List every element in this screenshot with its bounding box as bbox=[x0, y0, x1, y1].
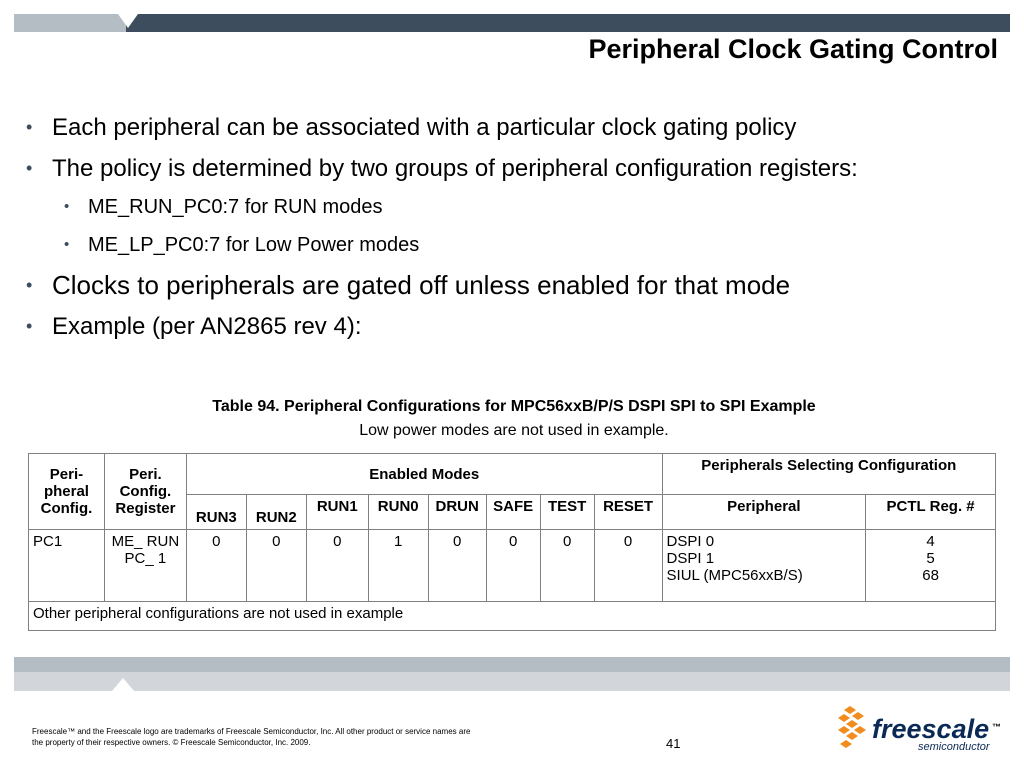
peripheral-name: DSPI 0 bbox=[666, 533, 715, 550]
header-peripheral: Peripheral bbox=[662, 495, 866, 530]
cell-mode-value: 0 bbox=[186, 530, 246, 602]
cell-mode-value: 0 bbox=[306, 530, 368, 602]
sub-bullet-item: • ME_LP_PC0:7 for Low Power modes bbox=[24, 232, 984, 258]
cell-pctl bbox=[866, 530, 996, 602]
header-row-1 bbox=[29, 454, 996, 495]
legal-line: Freescale™ and the Freescale logo are trademarks of Freescale Semiconductor, Inc. All other product or service names are bbox=[32, 727, 471, 736]
logo-subtitle: semiconductor bbox=[918, 741, 990, 753]
top-banner bbox=[14, 14, 1010, 32]
cell-peripherals bbox=[662, 530, 866, 602]
cell-mode-value: 0 bbox=[486, 530, 540, 602]
freescale-logo bbox=[836, 700, 1006, 758]
header-mode: SAFE bbox=[486, 495, 540, 530]
header-pctl: PCTL Reg. # bbox=[866, 495, 996, 530]
page-number: 41 bbox=[666, 736, 681, 751]
cell-mode-value: 0 bbox=[246, 530, 306, 602]
bullet-item: • Clocks to peripherals are gated off unless enabled for that mode bbox=[24, 270, 984, 301]
cell-register: ME_ RUNPC_ 1 bbox=[104, 530, 186, 602]
table-subcaption: Low power modes are not used in example. bbox=[359, 422, 669, 439]
pctl-number: 68 bbox=[922, 567, 939, 584]
freescale-diamond-icon bbox=[836, 704, 872, 748]
header-enabled-modes: Enabled Modes bbox=[186, 454, 662, 495]
pctl-number: 5 bbox=[926, 550, 935, 567]
cell-mode-value: 0 bbox=[540, 530, 594, 602]
legal-line: the property of their respective owners. © Freescale Semiconductor, Inc. 2009. bbox=[32, 738, 311, 747]
header-mode: RUN1 bbox=[306, 495, 368, 530]
header-mode: DRUN bbox=[428, 495, 486, 530]
peripheral-config-table bbox=[28, 453, 996, 631]
logo-wordmark: freescale bbox=[872, 714, 990, 744]
header-peripherals-selecting: Peripherals Selecting Configuration bbox=[662, 454, 995, 495]
header-mode: RUN3 bbox=[186, 495, 246, 530]
banner-light-segment bbox=[14, 14, 126, 32]
banner-dark-segment bbox=[126, 14, 1010, 32]
header-mode: RUN2 bbox=[246, 495, 306, 530]
bullet-item: • Example (per AN2865 rev 4): bbox=[24, 311, 984, 342]
peripheral-name: DSPI 1 bbox=[666, 550, 715, 567]
pctl-number: 4 bbox=[926, 533, 935, 550]
table-footer-row bbox=[29, 602, 996, 631]
bottom-bar-dark bbox=[14, 657, 1010, 672]
sub-bullet-item: • ME_RUN_PC0:7 for RUN modes bbox=[24, 194, 984, 220]
bullet-item: • Each peripheral can be associated with a particular clock gating policy bbox=[24, 112, 984, 143]
cell-mode-value: 0 bbox=[594, 530, 662, 602]
cell-config: PC1 bbox=[29, 530, 105, 602]
bottom-bar-light bbox=[14, 672, 1010, 691]
banner-notch bbox=[118, 14, 138, 28]
header-peri-config: Peri-pheral Config. bbox=[29, 454, 105, 530]
legal-notice bbox=[32, 726, 532, 748]
header-mode: RESET bbox=[594, 495, 662, 530]
bottom-notch bbox=[112, 678, 134, 691]
cell-mode-value: 1 bbox=[368, 530, 428, 602]
bullet-list bbox=[24, 112, 984, 352]
table-caption: Table 94. Peripheral Configurations for MPC56xxB/P/S DSPI SPI to SPI Example bbox=[212, 398, 816, 415]
bullet-item: • The policy is determined by two groups of peripheral configuration registers: bbox=[24, 153, 984, 184]
logo-trademark: ™ bbox=[992, 722, 1001, 732]
table-row bbox=[29, 530, 996, 602]
slide-title: Peripheral Clock Gating Control bbox=[588, 34, 998, 64]
cell-footer-note: Other peripheral configurations are not used in example bbox=[29, 602, 996, 631]
header-peri-register: Peri. Config. Register bbox=[104, 454, 186, 530]
peripheral-name: SIUL (MPC56xxB/S) bbox=[666, 567, 803, 584]
header-mode: RUN0 bbox=[368, 495, 428, 530]
header-mode: TEST bbox=[540, 495, 594, 530]
cell-mode-value: 0 bbox=[428, 530, 486, 602]
